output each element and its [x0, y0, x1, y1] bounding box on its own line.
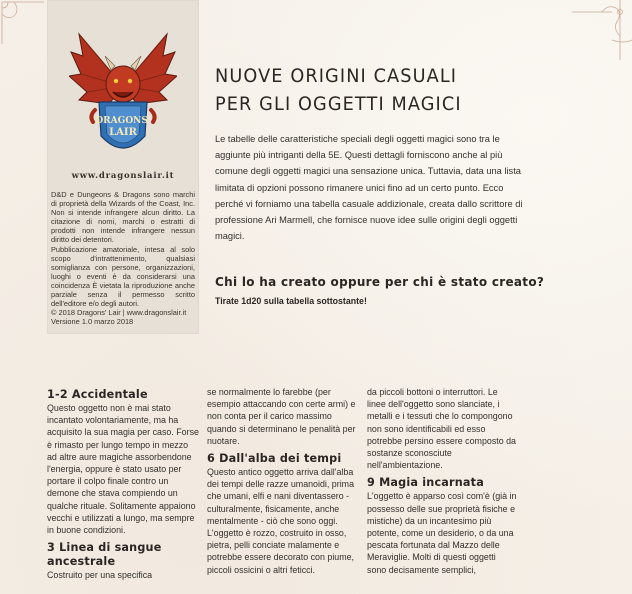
- svg-text:DRAGONS': DRAGONS': [95, 116, 151, 126]
- title-line-2: PER GLI OGGETTI MAGICI: [215, 93, 462, 115]
- entry-text-alba-dei-tempi: Questo antico oggetto arriva dall'alba dei tempi delle razze umanoidi, prima che umani, elfi e nani diventassero - culturalmente, fisicamente, anche mentalmente - ciò che sono oggi. L'oggetto è rozzo, costruito in osso, pietra, pelli conciate malamente e potrebbe essere decorato con piume, piccoli ossicini o altri feticci.: [207, 467, 355, 575]
- entry-text-magia-incarnata: L'oggetto è apparso così com'è (già in possesso delle sue proprietà fisiche e mistiche) da un incantesimo più potente, come un desiderio, o da una pescata fortunata dal Mazzo delle Meraviglie. Molti di questi oggetti sono decisamente semplici,: [367, 491, 517, 575]
- disclaimer-publication: Pubblicazione amatoriale, intesa al solo scopo d'intrattenimento, qualsiasi somiglianza con persone, organizzazioni, luoghi o eventi è da considerarsi una coincidenza È vietata la riproduzione anche parziale senza il permesso scritto dell'editore e/o degli autori.: [51, 244, 195, 309]
- legal-disclaimer: [51, 190, 195, 326]
- disclaimer-copyright: © 2018 Dragons' Lair | www.dragonslair.it: [51, 308, 187, 318]
- column-2: [207, 386, 357, 576]
- disclaimer-version: Versione 1.0 marzo 2018: [51, 317, 134, 327]
- entry-text-accidentale: Questo oggetto non è mai stato incantato volontariamente, ma ha acquisito la sua magia per caso. Forse è rimasto per lungo tempo in mezzo ad altre aure magiche assorbendone l'energia, oppure è stato usato per portare il colpo finale contro un demone che stava compiendo un qualche rituale. Solitamente appaiono vecchi e utilizzati a lungo, ma sempre in buone condizioni.: [47, 403, 199, 536]
- title-line-1: NUOVE ORIGINI CASUALI: [215, 65, 458, 87]
- corner-ornament-right: [572, 0, 632, 60]
- entry-heading-linea-di-sangue: 3 Linea di sangue ancestrale: [47, 541, 162, 569]
- entry-heading-magia-incarnata: 9 Magia incarnata: [367, 476, 484, 490]
- site-url: www.dragonslair.it: [71, 171, 175, 181]
- corner-ornament-left: [0, 0, 46, 46]
- entry-text-continued-2: da piccoli bottoni o interruttori. Le linee dell'oggetto sono slanciate, i metalli e i tessuti che lo compongono non sono identificabili ed esso potrebbe persino essere composto da sostanze sconosciute nell'ambientazione.: [367, 387, 516, 471]
- page-title: [215, 62, 568, 118]
- entry-text-linea-di-sangue: Costruito per una specifica: [47, 570, 153, 581]
- dragon-logo-icon: [69, 26, 177, 166]
- entry-text-continued: se normalmente lo farebbe (per esempio attaccando con certe armi) e non conta per il carico massimo quando si determinano le penalità per nuotare.: [207, 387, 356, 446]
- svg-text:LAIR: LAIR: [109, 127, 137, 138]
- section-heading: Chi lo ha creato oppure per chi è stato creato?: [215, 275, 545, 289]
- column-3: [367, 386, 517, 576]
- entry-heading-accidentale: 1-2 Accidentale: [47, 388, 148, 401]
- column-1: [47, 388, 199, 581]
- intro-paragraph: Le tabelle delle caratteristiche speciali degli oggetti magici sono tra le aggiunte più intriganti della 5E. Questi dettagli forniscono anche al più comune degli oggetti magici una sensazione unica. Tuttavia, data una lista limitata di opzioni possono rimanere unici fino ad un certo punto. Ecco perché vi forniamo una tabella casuale addizionale, creata dallo scrittore di professione Ari Marmell, che fornisce nuove idee sulle origini degli oggetti magici.: [215, 134, 523, 242]
- section-note: Tirate 1d20 sulla tabella sottostante!: [215, 296, 367, 306]
- sidebar-box: [47, 0, 199, 334]
- disclaimer-trademarks: D&D e Dungeons & Dragons sono marchi di proprietà della Wizards of the Coast, Inc. Non si intende infrangere alcun diritto. La citazione di nomi, marchi o estratti di prodotti non intende infrangere nessun diritto dei detentori.: [51, 190, 195, 245]
- entry-heading-alba-dei-tempi: 6 Dall'alba dei tempi: [207, 452, 342, 466]
